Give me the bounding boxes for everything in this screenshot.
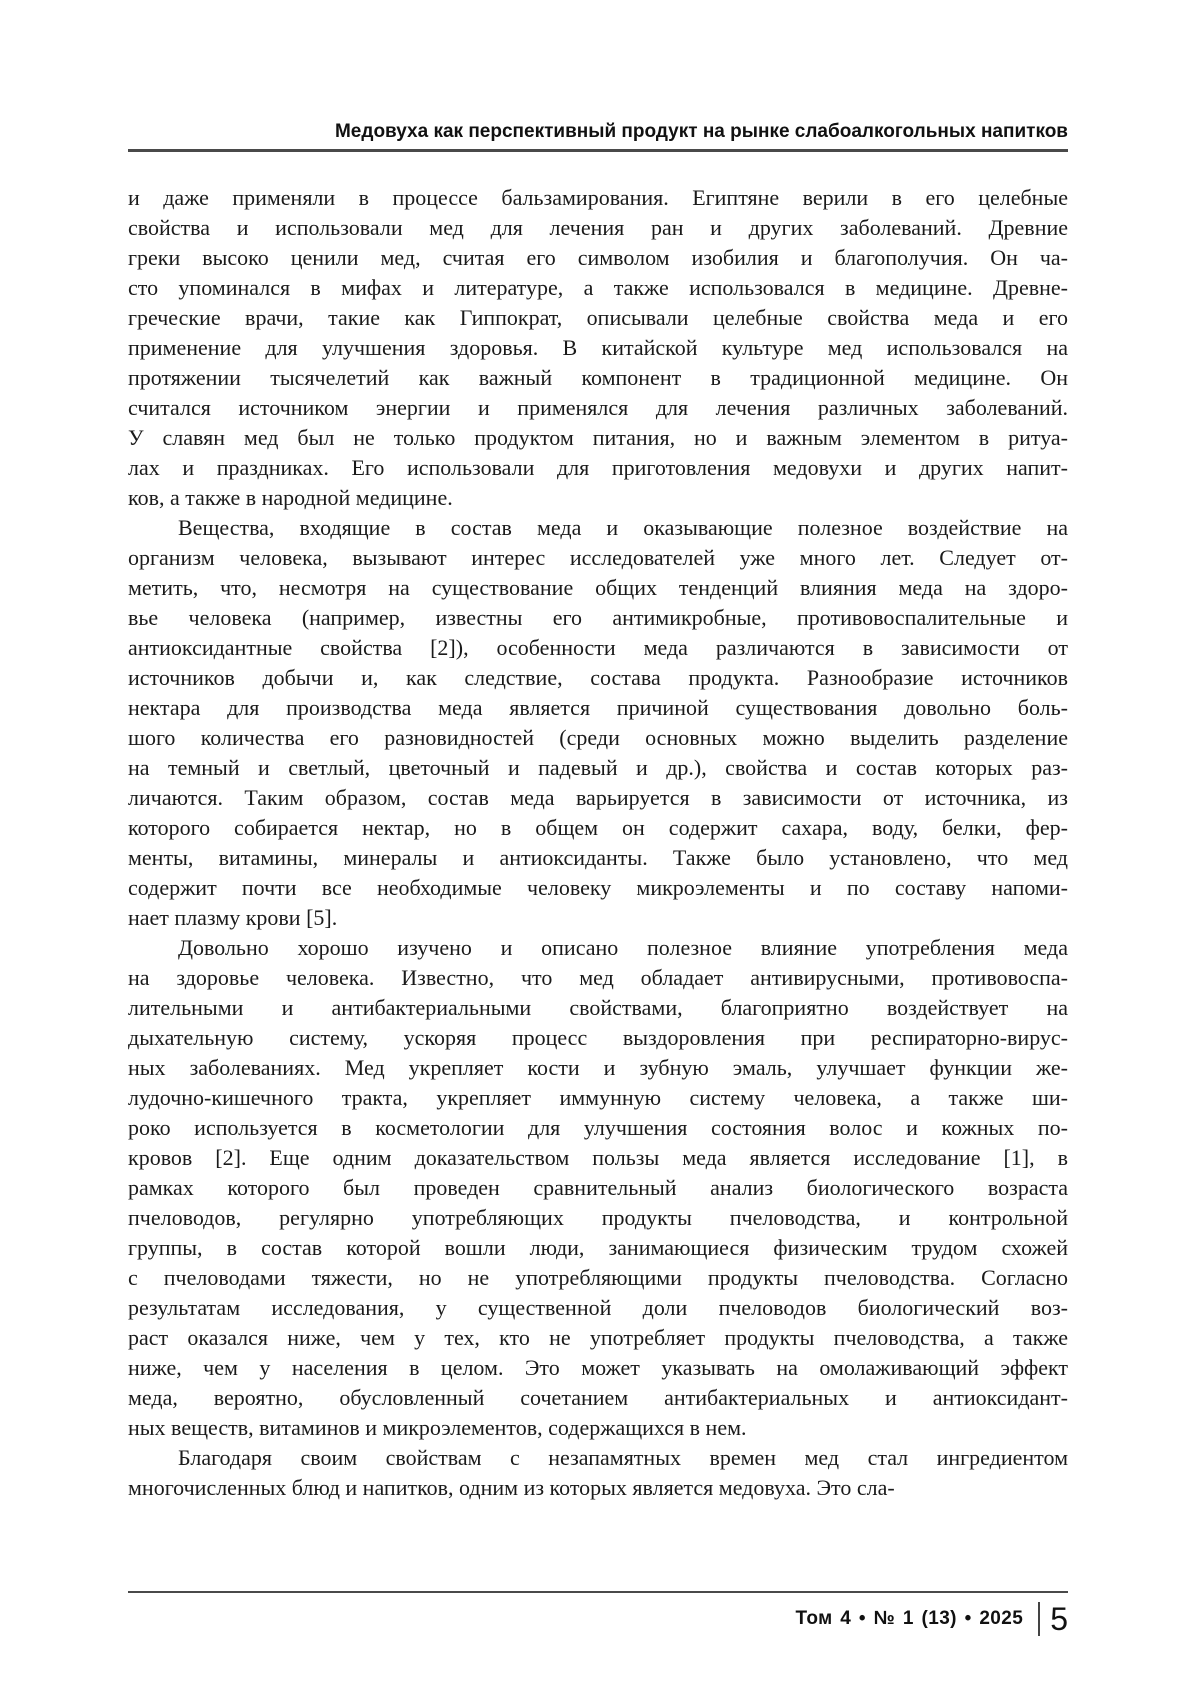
text-line: Благодаря своим свойствам с незапамятных времен мед стал ингредиентом <box>178 1445 1068 1470</box>
text-line: раст оказался ниже, чем у тех, кто не употребляет продукты пчеловодства, а также <box>128 1325 1068 1350</box>
text-line: ниже, чем у населения в целом. Это может указывать на омолаживающий эффект <box>128 1355 1068 1380</box>
text-line: ных веществ, витаминов и микроэлементов, содержащихся в нем. <box>128 1415 747 1440</box>
text-line: лах и праздниках. Его использовали для приготовления медовухи и других напит- <box>128 455 1068 480</box>
text-line: протяжении тысячелетий как важный компонент в традиционной медицине. Он <box>128 365 1068 390</box>
text-line: греки высоко ценили мед, считая его символом изобилия и благополучия. Он ча- <box>128 245 1068 270</box>
text-line: на здоровье человека. Известно, что мед обладает антивирусными, противовоспа- <box>128 965 1068 990</box>
text-line: на темный и светлый, цветочный и падевый и др.), свойства и состав которых раз- <box>128 755 1068 780</box>
text-line: шого количества его разновидностей (среди основных можно выделить разделение <box>128 725 1068 750</box>
text-line: организм человека, вызывают интерес исследователей уже много лет. Следует от- <box>128 545 1068 570</box>
text-line: сто упоминался в мифах и литературе, а также использовался в медицине. Древне- <box>128 275 1068 300</box>
text-line: которого собирается нектар, но в общем он содержит сахара, воду, белки, фер- <box>128 815 1068 840</box>
text-line: дыхательную систему, ускоряя процесс выздоровления при респираторно-вирус- <box>128 1025 1068 1050</box>
text-line: вье человека (например, известны его антимикробные, противовоспалительные и <box>128 605 1068 630</box>
text-line: результатам исследования, у существенной доли пчеловодов биологический воз- <box>128 1295 1068 1320</box>
text-line: личаются. Таким образом, состав меда варьируется в зависимости от источника, из <box>128 785 1068 810</box>
text-line: Довольно хорошо изучено и описано полезное влияние употребления меда <box>178 935 1068 960</box>
text-line: группы, в состав которой вошли люди, занимающиеся физическим трудом схожей <box>128 1235 1068 1260</box>
text-line: применение для улучшения здоровья. В китайской культуре мед использовался на <box>128 335 1068 360</box>
footer-divider <box>1038 1602 1040 1636</box>
text-line: с пчеловодами тяжести, но не употребляющими продукты пчеловодства. Согласно <box>128 1265 1068 1290</box>
text-line: источников добычи и, как следствие, состава продукта. Разнообразие источников <box>128 665 1068 690</box>
text-line: рамках которого был проведен сравнительный анализ биологического возраста <box>128 1175 1068 1200</box>
page-number: 5 <box>1050 1601 1068 1637</box>
text-line: многочисленных блюд и напитков, одним из которых является медовуха. Это сла- <box>128 1475 895 1500</box>
text-line: Вещества, входящие в состав меда и оказывающие полезное воздействие на <box>178 515 1068 540</box>
text-line: метить, что, несмотря на существование общих тенденций влияния меда на здоро- <box>128 575 1068 600</box>
text-line: свойства и использовали мед для лечения ран и других заболеваний. Древние <box>128 215 1068 240</box>
text-line: роко используется в косметологии для улучшения состояния волос и кожных по- <box>128 1115 1068 1140</box>
text-line: и даже применяли в процессе бальзамирования. Египтяне верили в его целебные <box>128 185 1068 210</box>
text-line: нает плазму крови [5]. <box>128 905 338 930</box>
running-title: Медовуха как перспективный продукт на рынке слабоалкогольных напитков <box>334 121 1068 142</box>
text-line: лудочно-кишечного тракта, укрепляет иммунную систему человека, а также ши- <box>128 1085 1068 1110</box>
text-line: лительными и антибактериальными свойствами, благоприятно воздействует на <box>128 995 1068 1020</box>
text-line: считался источником энергии и применялся для лечения различных заболеваний. <box>128 395 1068 420</box>
text-line: пчеловодов, регулярно употребляющих продукты пчеловодства, и контрольной <box>128 1205 1068 1230</box>
text-line: ков, а также в народной медицине. <box>128 485 453 510</box>
text-line: ных заболеваниях. Мед укрепляет кости и зубную эмаль, улучшает функции же- <box>128 1055 1068 1080</box>
body-text <box>128 183 1068 1503</box>
text-line: нектара для производства меда является причиной существования довольно боль- <box>128 695 1068 720</box>
text-line: греческие врачи, такие как Гиппократ, описывали целебные свойства меда и его <box>128 305 1068 330</box>
text-line: кровов [2]. Еще одним доказательством пользы меда является исследование [1], в <box>128 1145 1068 1170</box>
page-header <box>128 0 1068 152</box>
text-line: У славян мед был не только продуктом питания, но и важным элементом в ритуа- <box>128 425 1068 450</box>
text-line: менты, витамины, минералы и антиоксиданты. Также было установлено, что мед <box>128 845 1068 870</box>
text-line: меда, вероятно, обусловленный сочетанием антибактериальных и антиоксидант- <box>128 1385 1068 1410</box>
issue-info: Том 4 • № 1 (13) • 2025 <box>795 1608 1024 1629</box>
text-line: антиоксидантные свойства [2]), особенности меда различаются в зависимости от <box>128 635 1068 660</box>
page-footer <box>128 1591 1068 1636</box>
text-line: содержит почти все необходимые человеку микроэлементы и по составу напоми- <box>128 875 1068 900</box>
